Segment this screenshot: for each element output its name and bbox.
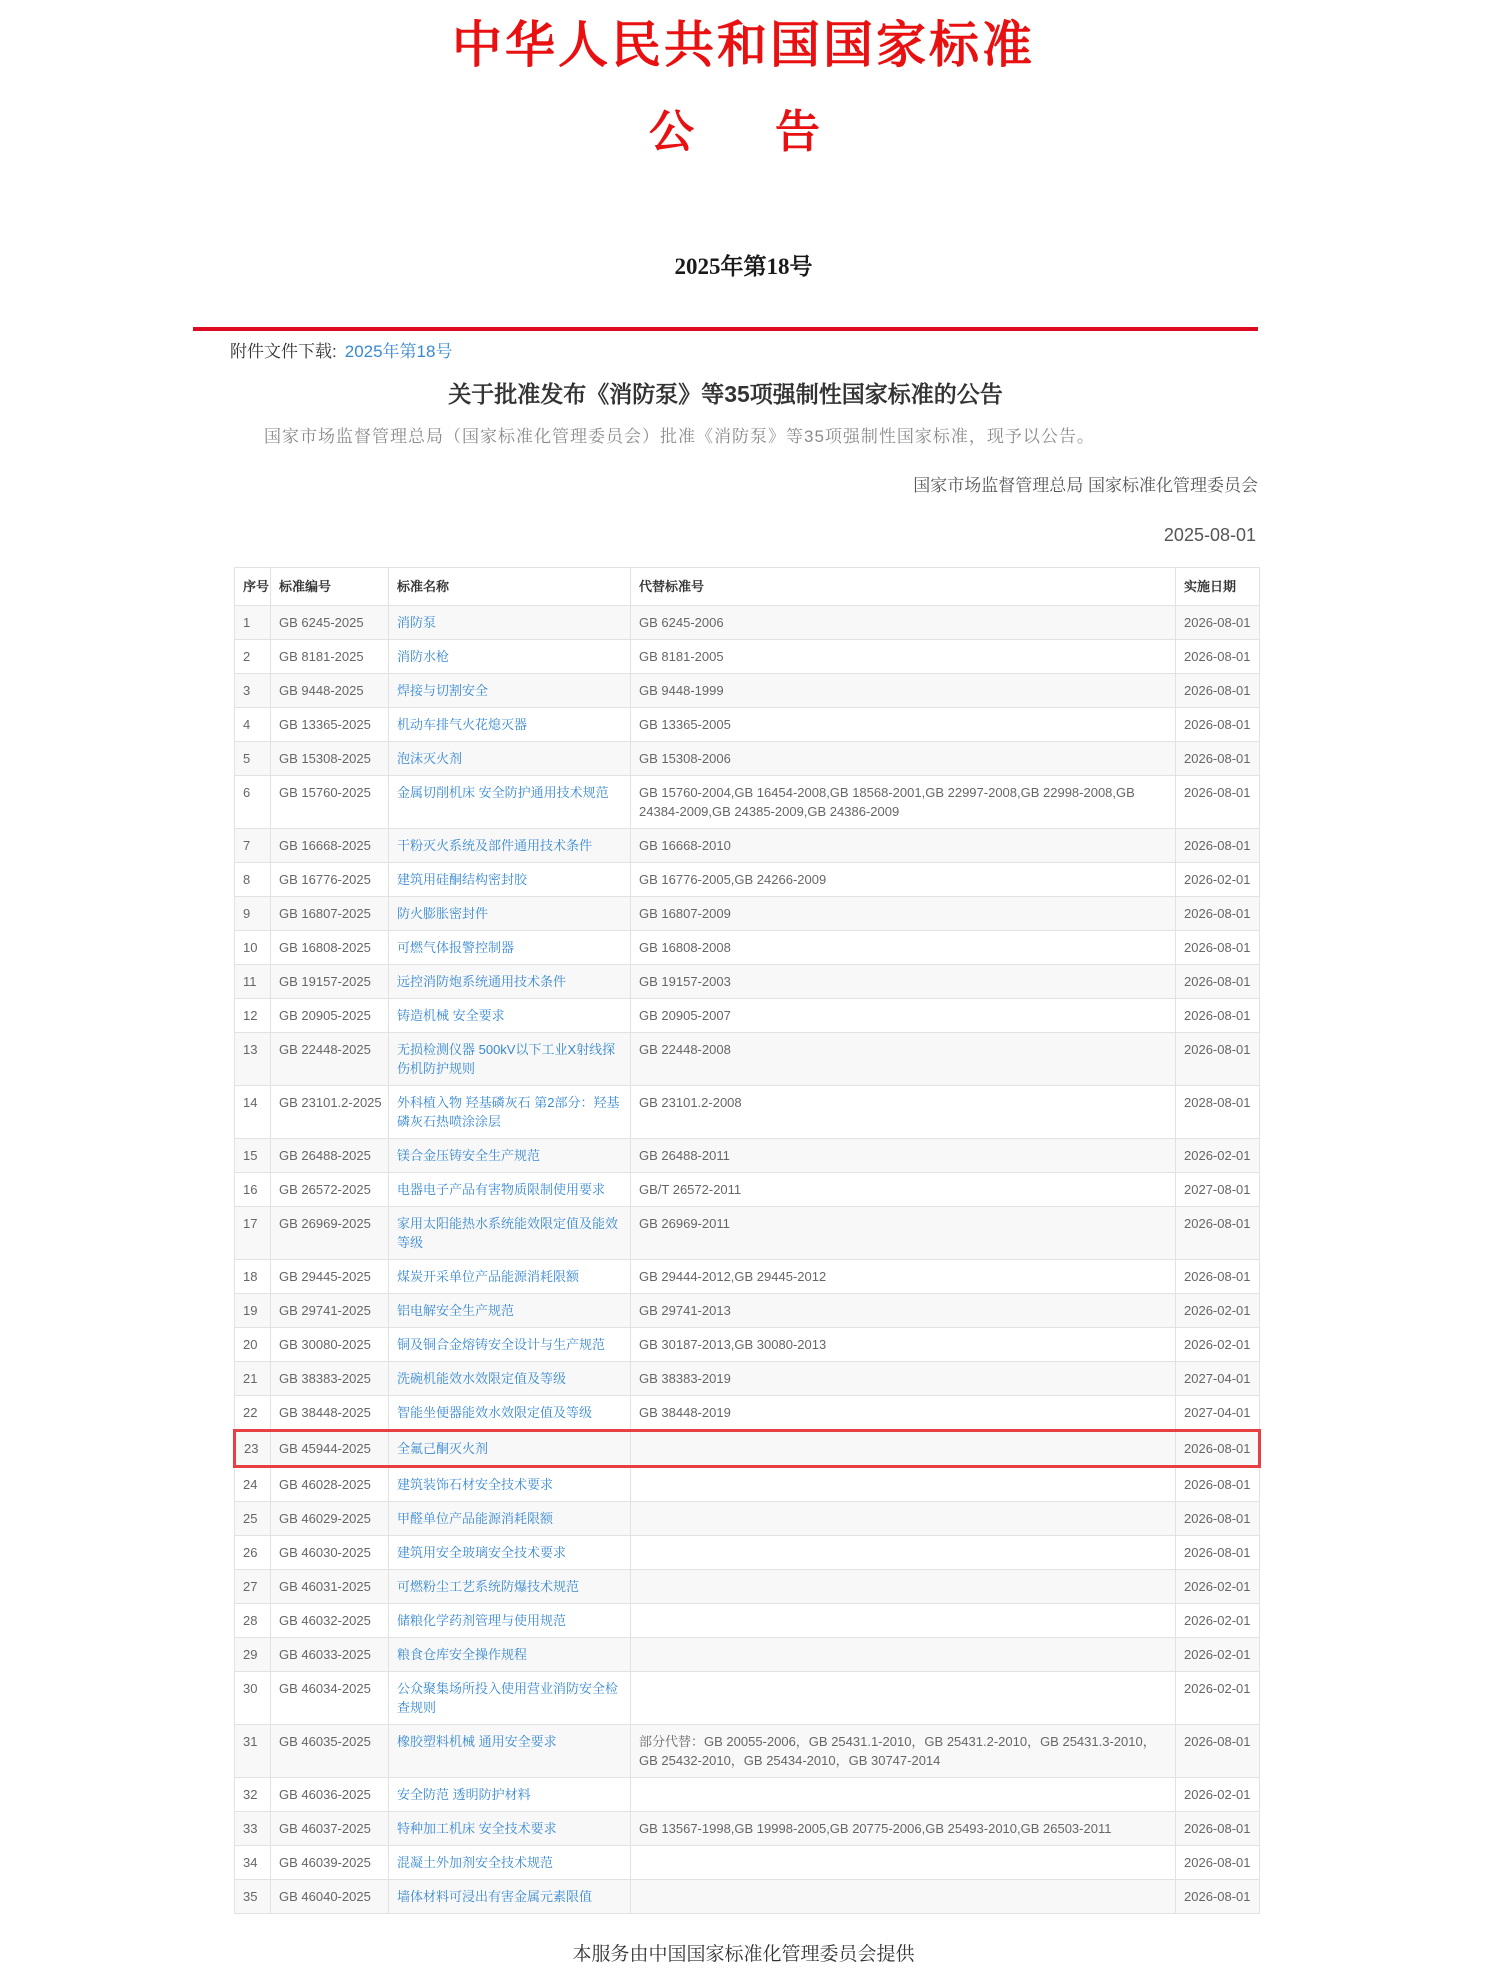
- table-row: [235, 1604, 1260, 1638]
- cell-implementation-date: 2026-02-01: [1176, 1672, 1260, 1725]
- cell-standard-name: [389, 1604, 631, 1638]
- cell-implementation-date: 2026-08-01: [1176, 1431, 1260, 1467]
- cell-replaced-standards: GB 26969-2011: [631, 1207, 1176, 1260]
- cell-implementation-date: 2028-08-01: [1176, 1086, 1260, 1139]
- cell-standard-code: GB 46031-2025: [271, 1570, 389, 1604]
- cell-standard-name: [389, 1778, 631, 1812]
- cell-implementation-date: 2026-08-01: [1176, 674, 1260, 708]
- cell-standard-name: [389, 606, 631, 640]
- table-row: [235, 1328, 1260, 1362]
- cell-standard-name: [389, 742, 631, 776]
- cell-implementation-date: 2027-08-01: [1176, 1173, 1260, 1207]
- cell-replaced-standards: GB 20905-2007: [631, 999, 1176, 1033]
- cell-serial: 3: [235, 674, 271, 708]
- signature-line: 国家市场监督管理总局 国家标准化管理委员会: [913, 476, 1258, 495]
- table-row: [235, 931, 1260, 965]
- cell-serial: 15: [235, 1139, 271, 1173]
- page-subtitle: 公 告: [648, 107, 838, 157]
- cell-serial: 33: [235, 1812, 271, 1846]
- table-row: [235, 708, 1260, 742]
- cell-standard-name: [389, 931, 631, 965]
- cell-standard-code: GB 6245-2025: [271, 606, 389, 640]
- cell-standard-code: GB 46033-2025: [271, 1638, 389, 1672]
- table-row: [235, 1467, 1260, 1502]
- cell-standard-name: [389, 1725, 631, 1778]
- table-row: [235, 742, 1260, 776]
- cell-replaced-standards: GB 38383-2019: [631, 1362, 1176, 1396]
- attachment-row: [193, 331, 1258, 364]
- standard-name-link[interactable]: 特种加工机床 安全技术要求: [397, 1821, 557, 1836]
- cell-implementation-date: 2026-08-01: [1176, 1812, 1260, 1846]
- cell-replaced-standards: GB 16776-2005,GB 24266-2009: [631, 863, 1176, 897]
- cell-standard-code: GB 16668-2025: [271, 829, 389, 863]
- footer-text: 本服务由中国国家标准化管理委员会提供: [572, 1944, 915, 1965]
- cell-implementation-date: 2026-08-01: [1176, 1033, 1260, 1086]
- cell-implementation-date: 2026-08-01: [1176, 1846, 1260, 1880]
- cell-replaced-standards: GB 23101.2-2008: [631, 1086, 1176, 1139]
- cell-replaced-standards: [631, 1638, 1176, 1672]
- table-row: [235, 1812, 1260, 1846]
- cell-serial: 20: [235, 1328, 271, 1362]
- cell-replaced-standards: [631, 1502, 1176, 1536]
- cell-standard-name: [389, 1502, 631, 1536]
- cell-replaced-standards: GB/T 26572-2011: [631, 1173, 1176, 1207]
- table-row: [235, 1570, 1260, 1604]
- table-row: [235, 1672, 1260, 1725]
- cell-implementation-date: 2026-08-01: [1176, 1260, 1260, 1294]
- cell-replaced-standards: [631, 1672, 1176, 1725]
- table-row: [235, 1846, 1260, 1880]
- cell-serial: 19: [235, 1294, 271, 1328]
- cell-standard-name: [389, 1328, 631, 1362]
- table-row: [235, 1086, 1260, 1139]
- cell-replaced-standards: [631, 1778, 1176, 1812]
- cell-standard-name: [389, 1396, 631, 1431]
- cell-standard-name: [389, 1294, 631, 1328]
- cell-replaced-standards: [631, 1467, 1176, 1502]
- standard-name-link[interactable]: 洗碗机能效水效限定值及等级: [397, 1371, 567, 1386]
- standard-name-link[interactable]: 焊接与切割安全: [397, 683, 489, 698]
- cell-serial: 25: [235, 1502, 271, 1536]
- cell-implementation-date: 2026-08-01: [1176, 999, 1260, 1033]
- cell-serial: 7: [235, 829, 271, 863]
- cell-standard-name: [389, 640, 631, 674]
- cell-implementation-date: 2026-02-01: [1176, 1604, 1260, 1638]
- standard-name-link[interactable]: 泡沫灭火剂: [397, 751, 463, 766]
- standard-name-link[interactable]: 铜及铜合金熔铸安全设计与生产规范: [397, 1337, 606, 1352]
- cell-implementation-date: 2026-08-01: [1176, 829, 1260, 863]
- column-header-implementation-date: 实施日期: [1176, 568, 1260, 606]
- cell-replaced-standards: GB 19157-2003: [631, 965, 1176, 999]
- cell-replaced-standards: GB 9448-1999: [631, 674, 1176, 708]
- cell-serial: 11: [235, 965, 271, 999]
- cell-replaced-standards: GB 22448-2008: [631, 1033, 1176, 1086]
- table-row: [235, 1502, 1260, 1536]
- cell-standard-code: GB 16808-2025: [271, 931, 389, 965]
- page-title: 中华人民共和国国家标准: [452, 17, 1035, 73]
- cell-standard-name: [389, 897, 631, 931]
- standard-name-link[interactable]: 安全防范 透明防护材料: [397, 1787, 531, 1802]
- cell-serial: 1: [235, 606, 271, 640]
- cell-replaced-standards: GB 8181-2005: [631, 640, 1176, 674]
- cell-implementation-date: 2026-08-01: [1176, 1725, 1260, 1778]
- table-row: [235, 1362, 1260, 1396]
- cell-implementation-date: 2026-02-01: [1176, 1139, 1260, 1173]
- cell-replaced-standards: GB 16668-2010: [631, 829, 1176, 863]
- cell-serial: 10: [235, 931, 271, 965]
- cell-standard-name: [389, 1467, 631, 1502]
- standard-name-link[interactable]: 橡胶塑料机械 通用安全要求: [397, 1734, 557, 1749]
- cell-standard-code: GB 22448-2025: [271, 1033, 389, 1086]
- table-row: [235, 1396, 1260, 1431]
- standard-name-link[interactable]: 智能坐便器能效水效限定值及等级: [397, 1405, 593, 1420]
- cell-standard-code: GB 16807-2025: [271, 897, 389, 931]
- table-row: [235, 999, 1260, 1033]
- table-row: [235, 965, 1260, 999]
- table-row: [235, 1536, 1260, 1570]
- cell-replaced-standards: [631, 1570, 1176, 1604]
- standard-name-link[interactable]: 电器电子产品有害物质限制使用要求: [397, 1182, 606, 1197]
- standard-name-link[interactable]: 煤炭开采单位产品能源消耗限额: [397, 1269, 580, 1284]
- cell-standard-name: [389, 1431, 631, 1467]
- standard-name-link[interactable]: 外科植入物 羟基磷灰石 第2部分：羟基磷灰石热喷涂涂层: [397, 1095, 620, 1129]
- table-row: [235, 606, 1260, 640]
- notice-title: 关于批准发布《消防泵》等35项强制性国家标准的公告: [448, 381, 1003, 407]
- standard-name-link[interactable]: 远控消防炮系统通用技术条件: [397, 974, 567, 989]
- cell-standard-name: [389, 776, 631, 829]
- cell-standard-code: GB 38448-2025: [271, 1396, 389, 1431]
- cell-implementation-date: 2026-08-01: [1176, 931, 1260, 965]
- cell-replaced-standards: [631, 1880, 1176, 1914]
- cell-standard-name: [389, 1086, 631, 1139]
- cell-serial: 22: [235, 1396, 271, 1431]
- table-row: [235, 863, 1260, 897]
- cell-standard-code: GB 20905-2025: [271, 999, 389, 1033]
- column-header-standard-name: 标准名称: [389, 568, 631, 606]
- column-header-standard-code: 标准编号: [271, 568, 389, 606]
- cell-implementation-date: 2026-08-01: [1176, 742, 1260, 776]
- cell-serial: 29: [235, 1638, 271, 1672]
- standard-name-link[interactable]: 可燃气体报警控制器: [397, 940, 515, 955]
- cell-standard-name: [389, 1880, 631, 1914]
- cell-serial: 13: [235, 1033, 271, 1086]
- cell-standard-name: [389, 1033, 631, 1086]
- cell-standard-code: GB 46039-2025: [271, 1846, 389, 1880]
- cell-standard-code: GB 46030-2025: [271, 1536, 389, 1570]
- cell-standard-name: [389, 1260, 631, 1294]
- table-row: [235, 1431, 1260, 1467]
- attachment-link[interactable]: 2025年第18号: [344, 342, 453, 361]
- standard-name-link[interactable]: 建筑用安全玻璃安全技术要求: [397, 1545, 567, 1560]
- standard-name-link[interactable]: 建筑用硅酮结构密封胶: [397, 872, 528, 887]
- table-row: [235, 1139, 1260, 1173]
- cell-implementation-date: 2026-08-01: [1176, 776, 1260, 829]
- cell-standard-code: GB 26572-2025: [271, 1173, 389, 1207]
- cell-implementation-date: 2026-08-01: [1176, 1467, 1260, 1502]
- table-row: [235, 1260, 1260, 1294]
- cell-replaced-standards: [631, 1604, 1176, 1638]
- cell-serial: 34: [235, 1846, 271, 1880]
- cell-standard-code: GB 15308-2025: [271, 742, 389, 776]
- cell-standard-code: GB 19157-2025: [271, 965, 389, 999]
- cell-serial: 26: [235, 1536, 271, 1570]
- notice-body: 国家市场监督管理总局（国家标准化管理委员会）批准《消防泵》等35项强制性国家标准，现予以公告。: [264, 427, 1095, 446]
- cell-standard-code: GB 26969-2025: [271, 1207, 389, 1260]
- column-header-serial: 序号: [235, 568, 271, 606]
- cell-standard-name: [389, 999, 631, 1033]
- standard-name-link[interactable]: 粮食仓库安全操作规程: [397, 1647, 528, 1662]
- standard-name-link[interactable]: 储粮化学药剂管理与使用规范: [397, 1613, 567, 1628]
- cell-serial: 23: [235, 1431, 271, 1467]
- cell-standard-name: [389, 1139, 631, 1173]
- cell-standard-name: [389, 1846, 631, 1880]
- standards-table: [233, 567, 1261, 1914]
- cell-replaced-standards: GB 29741-2013: [631, 1294, 1176, 1328]
- table-row: [235, 829, 1260, 863]
- cell-serial: 6: [235, 776, 271, 829]
- cell-implementation-date: 2026-02-01: [1176, 1570, 1260, 1604]
- signature-date: 2025-08-01: [1163, 525, 1256, 545]
- cell-implementation-date: 2026-08-01: [1176, 1880, 1260, 1914]
- cell-serial: 24: [235, 1467, 271, 1502]
- standard-name-link[interactable]: 消防泵: [397, 615, 437, 630]
- cell-serial: 32: [235, 1778, 271, 1812]
- cell-implementation-date: 2026-08-01: [1176, 1536, 1260, 1570]
- cell-replaced-standards: [631, 1431, 1176, 1467]
- standard-name-link[interactable]: 防火膨胀密封件: [397, 906, 489, 921]
- cell-standard-name: [389, 829, 631, 863]
- cell-standard-code: GB 29741-2025: [271, 1294, 389, 1328]
- standard-name-link[interactable]: 墙体材料可浸出有害金属元素限值: [397, 1889, 593, 1904]
- cell-replaced-standards: GB 38448-2019: [631, 1396, 1176, 1431]
- cell-implementation-date: 2026-08-01: [1176, 897, 1260, 931]
- cell-standard-code: GB 46029-2025: [271, 1502, 389, 1536]
- attachment-label: 附件文件下载:: [230, 342, 337, 361]
- table-row: [235, 640, 1260, 674]
- cell-standard-name: [389, 674, 631, 708]
- table-row: [235, 1638, 1260, 1672]
- cell-standard-code: GB 46040-2025: [271, 1880, 389, 1914]
- cell-serial: 27: [235, 1570, 271, 1604]
- cell-serial: 35: [235, 1880, 271, 1914]
- cell-standard-name: [389, 1638, 631, 1672]
- cell-standard-code: GB 46032-2025: [271, 1604, 389, 1638]
- cell-standard-code: GB 46034-2025: [271, 1672, 389, 1725]
- cell-standard-code: GB 45944-2025: [271, 1431, 389, 1467]
- cell-implementation-date: 2026-08-01: [1176, 965, 1260, 999]
- table-row: [235, 1207, 1260, 1260]
- cell-standard-code: GB 29445-2025: [271, 1260, 389, 1294]
- cell-serial: 31: [235, 1725, 271, 1778]
- cell-replaced-standards: GB 13365-2005: [631, 708, 1176, 742]
- table-row: [235, 1778, 1260, 1812]
- cell-standard-name: [389, 1812, 631, 1846]
- standard-name-link[interactable]: 可燃粉尘工艺系统防爆技术规范: [397, 1579, 580, 1594]
- table-row: [235, 1294, 1260, 1328]
- cell-replaced-standards: 部分代替：GB 20055-2006，GB 25431.1-2010，GB 25431.2-2010，GB 25431.3-2010，GB 25432-2010，GB 25434-2010，GB 30747-2014: [631, 1725, 1176, 1778]
- cell-implementation-date: 2026-08-01: [1176, 708, 1260, 742]
- cell-standard-name: [389, 1570, 631, 1604]
- column-header-replaced-standards: 代替标准号: [631, 568, 1176, 606]
- table-row: [235, 1725, 1260, 1778]
- table-row: [235, 1173, 1260, 1207]
- cell-implementation-date: 2027-04-01: [1176, 1396, 1260, 1431]
- cell-replaced-standards: GB 30187-2013,GB 30080-2013: [631, 1328, 1176, 1362]
- cell-implementation-date: 2026-02-01: [1176, 863, 1260, 897]
- cell-serial: 16: [235, 1173, 271, 1207]
- cell-standard-code: GB 8181-2025: [271, 640, 389, 674]
- cell-standard-code: GB 46028-2025: [271, 1467, 389, 1502]
- cell-serial: 2: [235, 640, 271, 674]
- cell-standard-code: GB 46036-2025: [271, 1778, 389, 1812]
- table-row: [235, 1880, 1260, 1914]
- standard-name-link[interactable]: 机动车排气火花熄灭器: [397, 717, 528, 732]
- standard-name-link[interactable]: 建筑装饰石材安全技术要求: [397, 1477, 554, 1492]
- cell-serial: 8: [235, 863, 271, 897]
- cell-implementation-date: 2026-08-01: [1176, 1207, 1260, 1260]
- cell-replaced-standards: GB 15308-2006: [631, 742, 1176, 776]
- standard-name-link[interactable]: 混凝土外加剂安全技术规范: [397, 1855, 554, 1870]
- cell-implementation-date: 2026-02-01: [1176, 1328, 1260, 1362]
- cell-implementation-date: 2026-08-01: [1176, 606, 1260, 640]
- cell-standard-name: [389, 1672, 631, 1725]
- cell-standard-code: GB 30080-2025: [271, 1328, 389, 1362]
- cell-replaced-standards: GB 15760-2004,GB 16454-2008,GB 18568-2001,GB 22997-2008,GB 22998-2008,GB 24384-2009,GB 24385-2009,GB 24386-2009: [631, 776, 1176, 829]
- standard-name-link[interactable]: 金属切削机床 安全防护通用技术规范: [397, 785, 609, 800]
- standard-name-link[interactable]: 家用太阳能热水系统能效限定值及能效等级: [397, 1216, 619, 1250]
- cell-standard-name: [389, 1207, 631, 1260]
- content-area: [193, 327, 1258, 1914]
- cell-replaced-standards: GB 29444-2012,GB 29445-2012: [631, 1260, 1176, 1294]
- standard-name-link[interactable]: 公众聚集场所投入使用营业消防安全检查规则: [397, 1681, 619, 1715]
- cell-standard-code: GB 9448-2025: [271, 674, 389, 708]
- cell-replaced-standards: GB 13567-1998,GB 19998-2005,GB 20775-2006,GB 25493-2010,GB 26503-2011: [631, 1812, 1176, 1846]
- cell-serial: 18: [235, 1260, 271, 1294]
- cell-serial: 21: [235, 1362, 271, 1396]
- cell-implementation-date: 2026-02-01: [1176, 1294, 1260, 1328]
- cell-standard-code: GB 46037-2025: [271, 1812, 389, 1846]
- standard-name-link[interactable]: 甲醛单位产品能源消耗限额: [397, 1511, 554, 1526]
- table-row: [235, 1033, 1260, 1086]
- table-row: [235, 776, 1260, 829]
- cell-standard-name: [389, 708, 631, 742]
- standard-name-link[interactable]: 全氟己酮灭火剂: [397, 1441, 489, 1456]
- cell-replaced-standards: GB 26488-2011: [631, 1139, 1176, 1173]
- cell-standard-code: GB 13365-2025: [271, 708, 389, 742]
- cell-serial: 4: [235, 708, 271, 742]
- cell-implementation-date: 2026-02-01: [1176, 1778, 1260, 1812]
- cell-serial: 30: [235, 1672, 271, 1725]
- cell-serial: 12: [235, 999, 271, 1033]
- cell-serial: 28: [235, 1604, 271, 1638]
- cell-implementation-date: 2026-02-01: [1176, 1638, 1260, 1672]
- standard-name-link[interactable]: 铸造机械 安全要求: [397, 1008, 505, 1023]
- standard-name-link[interactable]: 干粉灭火系统及部件通用技术条件: [397, 838, 593, 853]
- cell-implementation-date: 2026-08-01: [1176, 1502, 1260, 1536]
- table-row: [235, 897, 1260, 931]
- standard-name-link[interactable]: 镁合金压铸安全生产规范: [397, 1148, 541, 1163]
- cell-replaced-standards: [631, 1536, 1176, 1570]
- cell-serial: 14: [235, 1086, 271, 1139]
- issue-number: 2025年第18号: [674, 254, 813, 279]
- standard-name-link[interactable]: 无损检测仪器 500kV以下工业X射线探伤机防护规则: [397, 1042, 616, 1076]
- cell-standard-name: [389, 1362, 631, 1396]
- cell-replaced-standards: GB 16808-2008: [631, 931, 1176, 965]
- cell-standard-name: [389, 863, 631, 897]
- cell-replaced-standards: GB 16807-2009: [631, 897, 1176, 931]
- cell-standard-code: GB 26488-2025: [271, 1139, 389, 1173]
- cell-standard-name: [389, 1536, 631, 1570]
- cell-standard-name: [389, 1173, 631, 1207]
- table-row: [235, 674, 1260, 708]
- cell-standard-code: GB 15760-2025: [271, 776, 389, 829]
- cell-serial: 5: [235, 742, 271, 776]
- standard-name-link[interactable]: 铝电解安全生产规范: [397, 1303, 515, 1318]
- cell-standard-code: GB 23101.2-2025: [271, 1086, 389, 1139]
- cell-standard-code: GB 46035-2025: [271, 1725, 389, 1778]
- table-header-row: [235, 568, 1260, 606]
- cell-serial: 17: [235, 1207, 271, 1260]
- standard-name-link[interactable]: 消防水枪: [397, 649, 450, 664]
- cell-serial: 9: [235, 897, 271, 931]
- cell-replaced-standards: GB 6245-2006: [631, 606, 1176, 640]
- cell-standard-name: [389, 965, 631, 999]
- cell-implementation-date: 2027-04-01: [1176, 1362, 1260, 1396]
- cell-standard-code: GB 38383-2025: [271, 1362, 389, 1396]
- cell-implementation-date: 2026-08-01: [1176, 640, 1260, 674]
- cell-replaced-standards: [631, 1846, 1176, 1880]
- cell-standard-code: GB 16776-2025: [271, 863, 389, 897]
